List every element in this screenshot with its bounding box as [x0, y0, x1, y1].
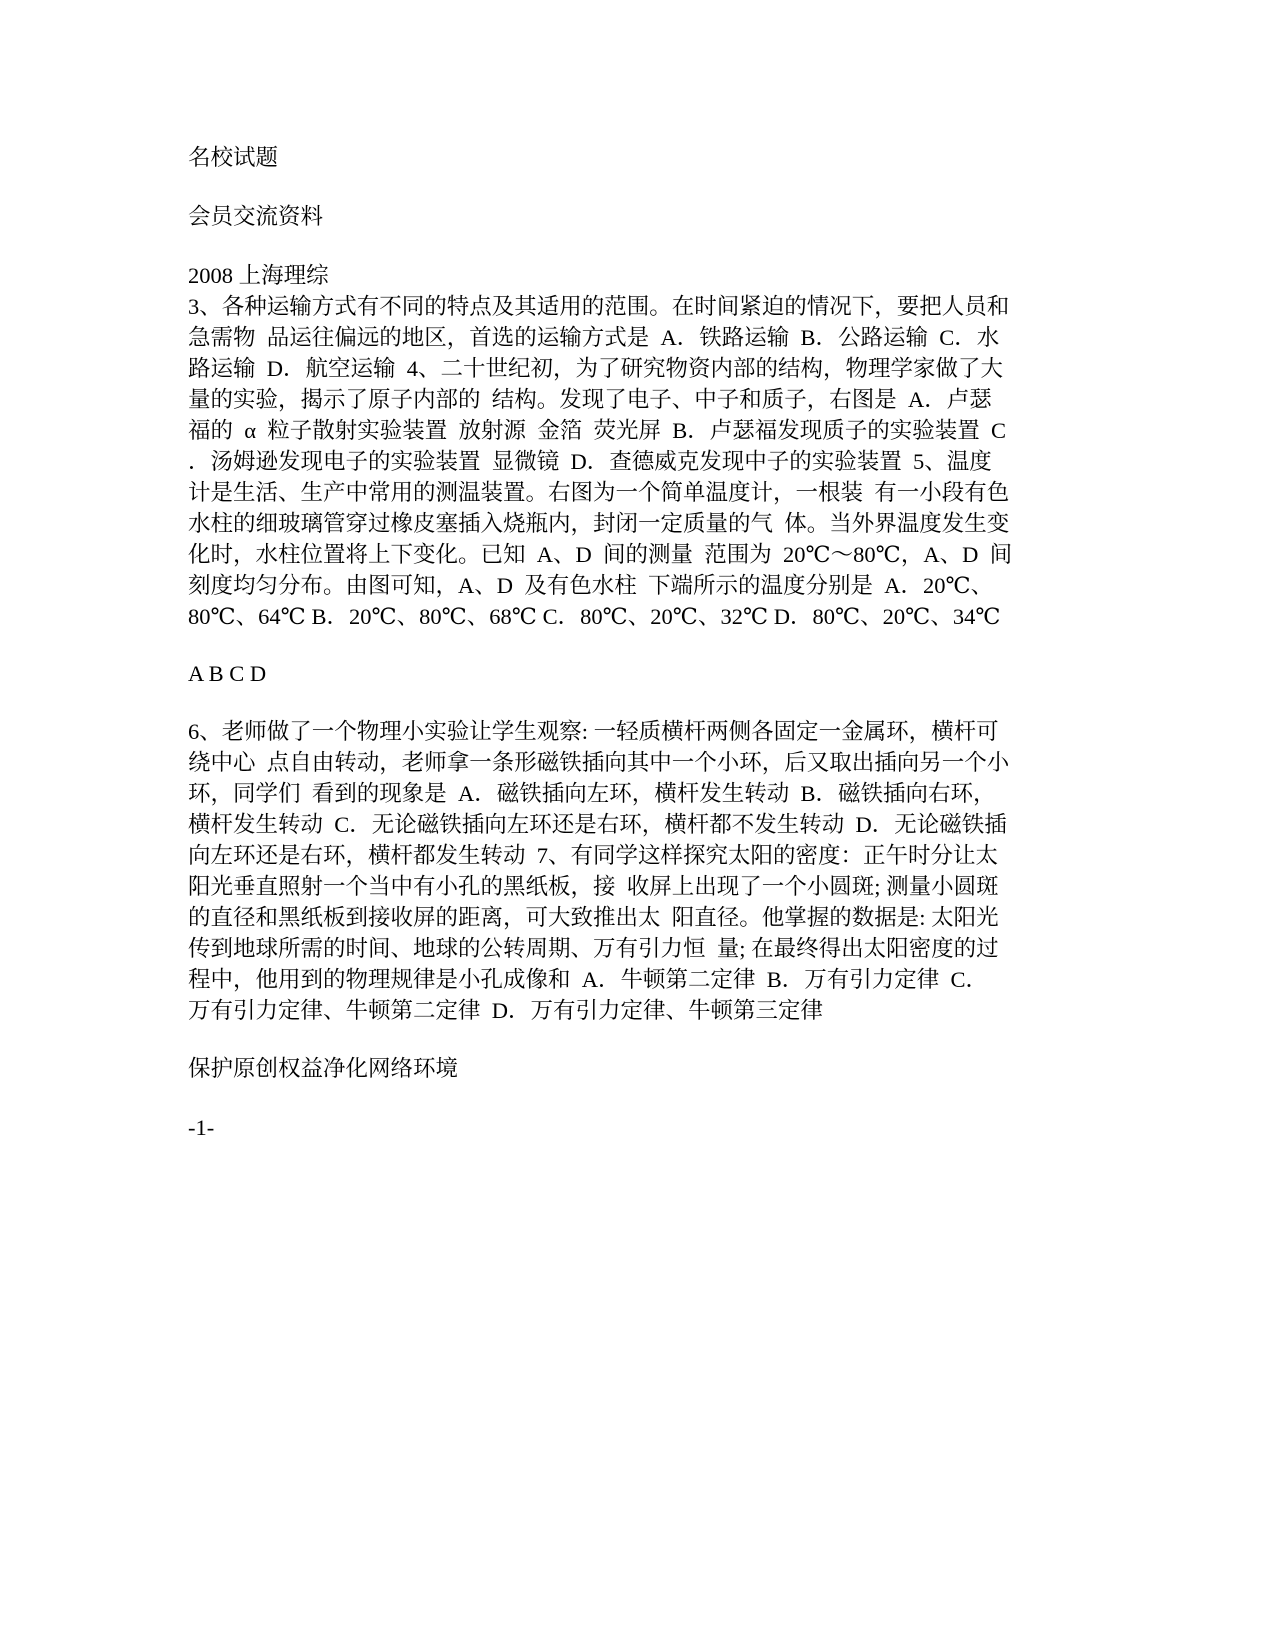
paragraph-line: 福的 α 粒子散射实验装置 放射源 金箔 荧光屏 B．卢瑟福发现质子的实验装置 C: [188, 418, 1007, 443]
paragraph-line: 万有引力定律、牛顿第二定律 D．万有引力定律、牛顿第三定律: [188, 998, 824, 1023]
paragraph-line: 6、老师做了一个物理小实验让学生观察: 一轻质横杆两侧各固定一金属环，横杆可: [188, 719, 999, 744]
header-school: 名校试题: [188, 145, 279, 170]
paragraph-line: 绕中心 点自由转动，老师拿一条形磁铁插向其中一个小环，后又取出插向另一个小: [188, 750, 1010, 775]
footer-slogan: 保护原创权益净化网络环境: [188, 1056, 459, 1081]
paragraph-line: ．汤姆逊发现电子的实验装置 显微镜 D．查德威克发现中子的实验装置 5、温度: [188, 449, 992, 474]
paragraph-line: 刻度均匀分布。由图可知，A、D 及有色水柱 下端所示的温度分别是 A．20℃、: [188, 573, 994, 598]
paragraph-line: 化时，水柱位置将上下变化。已知 A、D 间的测量 范围为 20℃～80℃，A、D 间: [188, 542, 1013, 567]
paragraph-line: 传到地球所需的时间、地球的公转周期、万有引力恒 量; 在最终得出太阳密度的过: [188, 936, 999, 961]
paragraph-line: 路运输 D．航空运输 4、二十世纪初，为了研究物资内部的结构，物理学家做了大: [188, 356, 1004, 381]
paragraph-line: 阳光垂直照射一个当中有小孔的黑纸板，接 收屏上出现了一个小圆斑; 测量小圆斑: [188, 874, 999, 899]
paragraph-line: 向左环还是右环，横杆都发生转动 7、有同学这样探究太阳的密度：正午时分让太: [188, 843, 999, 868]
paragraph-line: 量的实验，揭示了原子内部的 结构。发现了电子、中子和质子，右图是 A．卢瑟: [188, 387, 992, 412]
paragraph-line: 环，同学们 看到的现象是 A．磁铁插向左环，横杆发生转动 B．磁铁插向右环，: [188, 781, 996, 806]
paragraph-line: 程中，他用到的物理规律是小孔成像和 A．牛顿第二定律 B．万有引力定律 C．: [188, 967, 989, 992]
page-number: -1-: [188, 1115, 215, 1140]
paragraph-line: 横杆发生转动 C．无论磁铁插向左环还是右环，横杆都不发生转动 D．无论磁铁插: [188, 812, 1007, 837]
paragraph-line: 的直径和黑纸板到接收屏的距离，可大致推出太 阳直径。他掌握的数据是: 太阳光: [188, 905, 999, 930]
header-exam: 2008 上海理综: [188, 263, 329, 288]
paragraph-line: 3、各种运输方式有不同的特点及其适用的范围。在时间紧迫的情况下，要把人员和: [188, 294, 1010, 319]
paragraph-line: 计是生活、生产中常用的测温装置。右图为一个简单温度计，一根装 有一小段有色: [188, 480, 1010, 505]
figure-labels: A B C D: [188, 661, 267, 686]
paragraph-line: 急需物 品运往偏远的地区，首选的运输方式是 A．铁路运输 B．公路运输 C．水: [188, 325, 1000, 350]
paragraph-line: 水柱的细玻璃管穿过橡皮塞插入烧瓶内，封闭一定质量的气 体。当外界温度发生变: [188, 511, 1010, 536]
header-member: 会员交流资料: [188, 204, 324, 229]
paragraph-line: 80℃、64℃ B．20℃、80℃、68℃ C．80℃、20℃、32℃ D．80℃、20℃、34℃: [188, 604, 1001, 629]
